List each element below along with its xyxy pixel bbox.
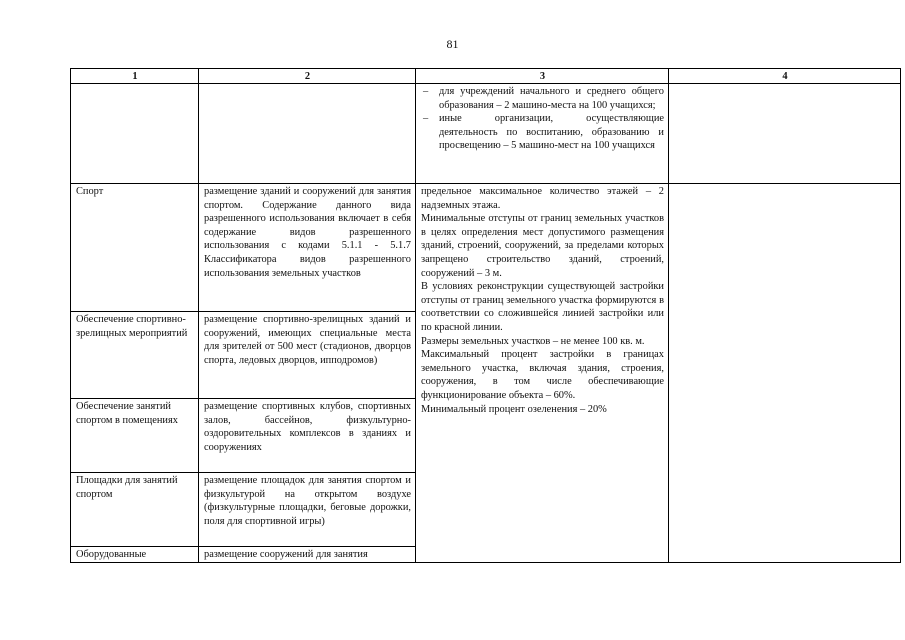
column-header-4: 4 bbox=[669, 69, 901, 84]
parking-item-text: иные организации, осуществляющие деятельность по воспитанию, образованию и просвещению – 5 машино-мест на 100 учащихся bbox=[439, 113, 664, 152]
column-header-3: 3 bbox=[416, 69, 669, 84]
table-header-row bbox=[71, 69, 901, 84]
empty-cell bbox=[669, 84, 901, 184]
parking-item bbox=[421, 85, 664, 112]
parameter-paragraph: В условиях реконструкции существующей застройки отступы от границ земельного участка формируются в соответствии со сложившейся линией застройки или по красной линии. bbox=[421, 281, 664, 333]
land-use-table bbox=[70, 68, 901, 563]
continuation-row bbox=[71, 84, 901, 184]
empty-cell bbox=[71, 84, 199, 184]
parameter-paragraph: Минимальный процент озеленения – 20% bbox=[421, 403, 607, 415]
land-use-name: Оборудованные bbox=[71, 547, 199, 563]
parameter-paragraph: Минимальные отступы от границ земельных участков в целях определения мест допустимого размещения зданий, строений, сооружений, за пределами которых запрещено строительство зданий, строений, сооружений – 3 м. bbox=[421, 213, 664, 279]
land-use-description: размещение зданий и сооружений для занятия спортом. Содержание данного вида разрешенного использования включает в себя содержание видов разрешенного использования с кодами 5.1.1 - 5.1.7 Классификатора видов разрешенного использования земельных участков bbox=[199, 184, 416, 312]
land-use-name: Площадки для занятий спортом bbox=[71, 473, 199, 547]
land-use-name: Спорт bbox=[71, 184, 199, 312]
land-use-description: размещение площадок для занятия спортом и физкультурой на открытом воздухе (физкультурные площадки, беговые дорожки, поля для спортивной игры) bbox=[199, 473, 416, 547]
land-use-name: Обеспечение занятий спортом в помещениях bbox=[71, 399, 199, 473]
dash-bullet: – bbox=[423, 86, 429, 97]
land-use-description: размещение спортивно-зрелищных зданий и сооружений, имеющих специальные места для зрителей от 500 мест (стадионов, дворцов спорта, ледовых дворцов, ипподромов) bbox=[199, 312, 416, 399]
parameter-paragraph: Размеры земельных участков – не менее 100 кв. м. bbox=[421, 335, 645, 347]
parking-item bbox=[421, 112, 664, 153]
table-row bbox=[71, 184, 901, 312]
column-header-2: 2 bbox=[199, 69, 416, 84]
land-use-description: размещение сооружений для занятия bbox=[199, 547, 416, 563]
parking-requirements-cell bbox=[416, 84, 669, 184]
page-number: 81 bbox=[446, 37, 459, 51]
parameters-cell bbox=[416, 184, 669, 563]
dash-bullet: – bbox=[423, 113, 429, 125]
parking-item-text: для учреждений начального и среднего общего образования – 2 машино-места на 100 учащихся; bbox=[439, 86, 664, 111]
land-use-name: Обеспечение спортивно-зрелищных мероприятий bbox=[71, 312, 199, 399]
parameter-paragraph: Максимальный процент застройки в границах земельного участка, включая здания, строения, сооружения, в том числе обеспечивающие функционирование объекта – 60%. bbox=[421, 349, 664, 401]
column-header-1: 1 bbox=[71, 69, 199, 84]
parameter-paragraph: предельное максимальное количество этажей – 2 надземных этажа. bbox=[421, 186, 664, 211]
empty-cell bbox=[199, 84, 416, 184]
empty-cell bbox=[669, 184, 901, 563]
land-use-description: размещение спортивных клубов, спортивных залов, бассейнов, физкультурно-оздоровительных комплексов в зданиях и сооружениях bbox=[199, 399, 416, 473]
